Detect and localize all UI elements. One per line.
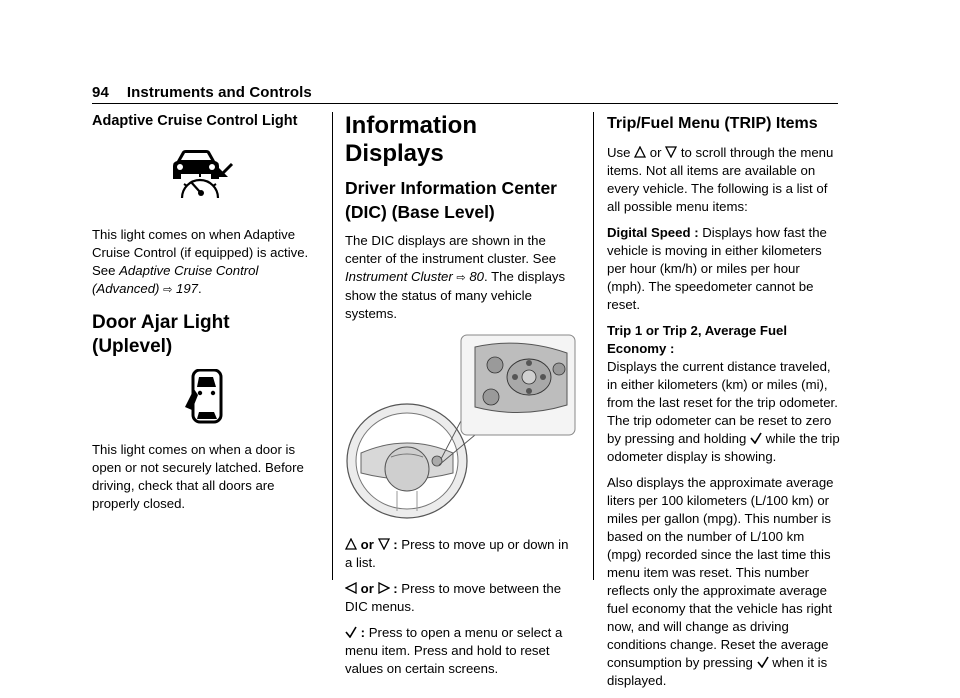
ref-arrow-icon: ⇨ xyxy=(456,272,466,284)
checkmark-icon xyxy=(750,432,762,444)
trip-intro: Use or to scroll through the menu items. Not all items are available on every vehicle. The following is a list of all possible menu items: xyxy=(607,145,834,214)
acc-reference-link[interactable]: Adaptive Cruise Control (Advanced) xyxy=(92,263,259,296)
cluster-reference-link[interactable]: Instrument Cluster xyxy=(345,269,453,284)
main-heading: Information Displays xyxy=(345,112,477,167)
dic-heading: Driver Information Center (DIC) (Base Level) xyxy=(345,178,557,222)
column-2 xyxy=(345,112,577,686)
door-ajar-icon xyxy=(92,369,314,425)
acc-heading: Adaptive Cruise Control Light xyxy=(92,113,298,129)
left-arrow-icon xyxy=(345,582,357,594)
door-heading: Door Ajar Light (Uplevel) xyxy=(92,312,230,357)
header-rule xyxy=(92,103,838,104)
section-title: Instruments and Controls xyxy=(126,84,312,101)
average-fuel-item: Also displays the approximate average liters per 100 kilometers (L/100 km) or miles per gallon (mpg). This number is based on the number of L/100 km (mpg) recorded since the last time this menu item was reset. This number reflects only the approximate average fuel economy that the vehicle has right now, and will change as driving conditions change. Reset the average consumption by pressing when it is displayed. xyxy=(607,475,834,688)
acc-reference-page[interactable]: 197 xyxy=(176,281,199,296)
checkmark-icon xyxy=(345,626,357,638)
up-arrow-icon xyxy=(345,538,357,550)
up-arrow-icon xyxy=(634,146,646,158)
page-number: 94 xyxy=(92,84,109,101)
right-arrow-icon xyxy=(378,582,390,594)
digital-speed-item: Digital Speed : Displays how fast the vehicle is moving in either kilometers per hour (km/h) or miles per hour (mph). The speedometer cannot be reset. xyxy=(607,225,827,312)
column-1 xyxy=(92,112,314,521)
column-divider-1 xyxy=(332,112,333,580)
trip-label: Trip 1 or Trip 2, Average Fuel Economy : xyxy=(607,323,788,356)
leftright-item: or : Press to move between the DIC menus. xyxy=(345,581,562,614)
steering-wheel-illustration xyxy=(345,333,577,528)
updown-item: or : Press to move up or down in a list. xyxy=(345,537,569,570)
ref-arrow-icon: ⇨ xyxy=(163,284,173,296)
digital-speed-label: Digital Speed : xyxy=(607,225,699,240)
dic-intro: The DIC displays are shown in the center of the instrument cluster. See Instrument Cluster ⇨ 80. The displays show the status of many vehicle systems. xyxy=(345,233,566,321)
checkmark-icon xyxy=(757,656,769,668)
select-item: : Press to open a menu or select a menu item. Press and hold to reset values on certain screens. xyxy=(345,625,563,676)
down-arrow-icon xyxy=(665,146,677,158)
column-3 xyxy=(607,112,841,698)
cluster-reference-page[interactable]: 80 xyxy=(469,269,484,284)
acc-description: This light comes on when Adaptive Cruise Control (if equipped) is active. See Adaptive Cruise Control (Advanced) ⇨ 197. xyxy=(92,227,309,296)
trip-heading: Trip/Fuel Menu (TRIP) Items xyxy=(607,115,818,132)
down-arrow-icon xyxy=(378,538,390,550)
column-divider-2 xyxy=(593,112,594,580)
trip-item: Trip 1 or Trip 2, Average Fuel Economy : Displays the current distance traveled, in either kilometers (km) or miles (mi), from the last reset for the trip odometer. The trip odometer can be reset to zero by pressing and holding while the trip odometer display is showing. xyxy=(607,323,840,464)
door-description: This light comes on when a door is open or not securely latched. Before driving, check that all doors are properly closed. xyxy=(92,442,304,511)
acc-light-icon xyxy=(92,150,314,202)
page-header xyxy=(92,84,312,101)
